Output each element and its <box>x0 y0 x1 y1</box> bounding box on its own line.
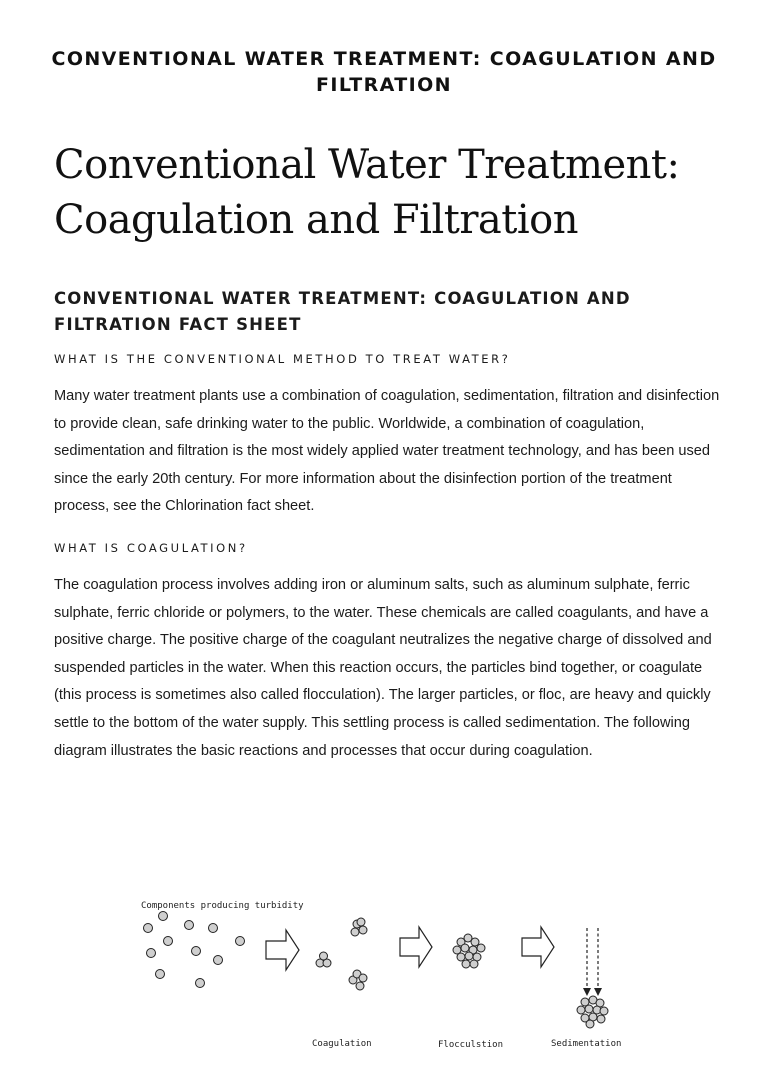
particle <box>357 918 365 926</box>
settled-particles <box>577 996 608 1028</box>
particle <box>214 956 223 965</box>
particle <box>147 949 156 958</box>
turbidity-particles <box>144 912 245 988</box>
particle <box>156 970 165 979</box>
particle <box>457 953 465 961</box>
question-heading-method: WHAT IS THE CONVENTIONAL METHOD TO TREAT WATER? <box>54 352 511 366</box>
particle <box>586 1020 594 1028</box>
floc-cluster <box>453 934 485 968</box>
particle <box>192 947 201 956</box>
particle <box>477 944 485 952</box>
particle <box>159 912 168 921</box>
diagram-caption: Components producing turbidity <box>141 901 304 911</box>
page-title-line-1: Conventional Water Treatment: <box>54 142 680 188</box>
sedimentation-arrows <box>583 928 602 996</box>
particle <box>164 937 173 946</box>
page-title-line-2: Coagulation and Filtration <box>54 197 578 243</box>
particle <box>359 974 367 982</box>
particle <box>185 921 194 930</box>
particle <box>359 926 367 934</box>
coagulation-diagram <box>0 894 768 1070</box>
particle <box>236 937 245 946</box>
particle <box>600 1007 608 1015</box>
arrow-icon-3 <box>522 927 554 967</box>
question-heading-coagulation: WHAT IS COAGULATION? <box>54 540 248 555</box>
section-title: CONVENTIONAL WATER TREATMENT: COAGULATION AND FILTRATION FACT SHEET <box>54 289 631 334</box>
page-title <box>54 138 768 248</box>
particle <box>356 982 364 990</box>
particle <box>461 944 469 952</box>
particle <box>465 952 473 960</box>
paragraph-coagulation: The coagulation process involves adding iron or aluminum salts, such as aluminum sulphate, ferric sulphate, ferric chloride or polymers, to the water. These chemicals are called coagulants, and have a positive charge. The positive charge of the coagulant neutralizes the negative charge of dissolved and suspended particles in the water. When this reaction occurs, the particles bind together, or coagulate (this process is sometimes also called flocculation). The larger particles, or floc, are heavy and quickly settle to the bottom of the water supply. This settling process is called sedimentation. The following diagram illustrates the basic reactions and processes that occur during coagulation. <box>54 576 712 759</box>
particle <box>144 924 153 933</box>
particle <box>462 960 470 968</box>
particle <box>196 979 205 988</box>
particle <box>209 924 218 933</box>
particle <box>351 928 359 936</box>
label-flocculation: Flocculstion <box>438 1040 504 1050</box>
label-sedimentation: Sedimentation <box>551 1039 622 1049</box>
arrow-icon-2 <box>400 927 432 967</box>
page-header-title: CONVENTIONAL WATER TREATMENT: COAGULATION AND FILTRATION <box>51 48 717 96</box>
paragraph-method: Many water treatment plants use a combination of coagulation, sedimentation, filtration and disinfection to provide clean, safe drinking water to the public. Worldwide, a combination of coagulation, sedimentation and filtration is the most widely applied water treatment technology, and has been used since the early 20th century. For more information about the disinfection portion of the treatment process, see the Chlorination fact sheet. <box>54 388 720 515</box>
label-coagulation: Coagulation <box>312 1039 372 1049</box>
coagulated-clusters <box>316 918 367 990</box>
particle <box>320 952 328 960</box>
particle <box>597 1015 605 1023</box>
particle <box>585 1005 593 1013</box>
arrow-icon-1 <box>266 930 299 970</box>
particle <box>470 960 478 968</box>
particle <box>471 938 479 946</box>
particle <box>577 1006 585 1014</box>
